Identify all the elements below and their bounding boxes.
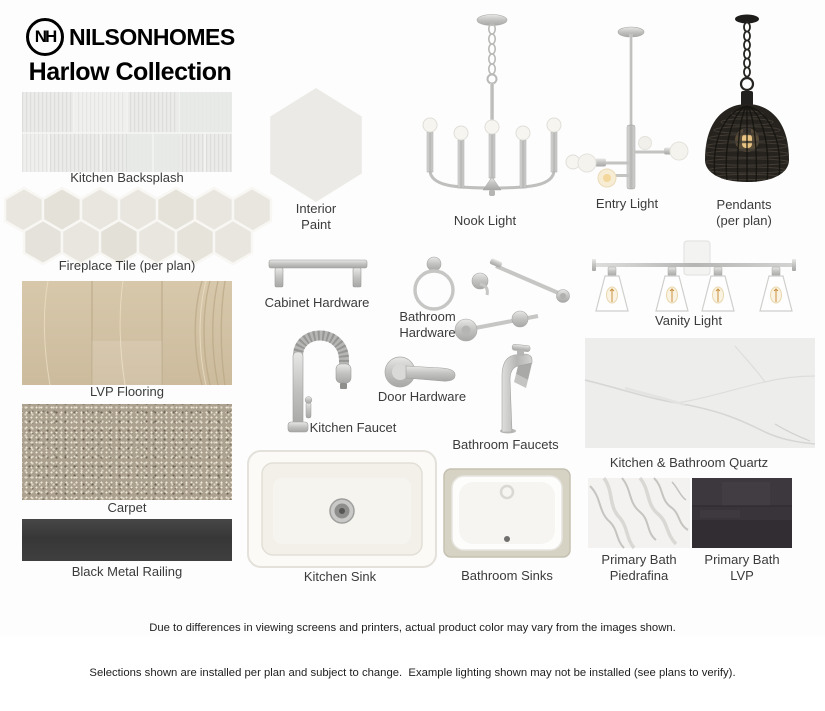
cabinet-hardware-image [262,252,374,296]
pendant-light-image [697,12,797,198]
bathroom-sink-image [443,468,571,558]
lvp-flooring-swatch [22,281,232,385]
carpet-swatch [22,404,232,500]
interior-paint-label: Interior Paint [295,201,337,232]
fireplace-tile-label: Fireplace Tile (per plan) [58,258,196,273]
vanity-light-image [588,238,800,314]
bathroom-faucet-image [478,342,536,434]
fireplace-tile-swatch [22,190,232,252]
collection-title: Harlow Collection [28,58,232,86]
interior-paint-swatch [264,88,368,202]
lvp-flooring-label: LVP Flooring [90,384,164,399]
bathroom-hardware-label: Bathroom Hardware [399,309,456,340]
entry-light-label: Entry Light [595,196,659,211]
nook-light-label: Nook Light [453,213,517,228]
kitchen-faucet-label: Kitchen Faucet [309,420,397,435]
cabinet-hardware-label: Cabinet Hardware [264,295,370,310]
kitchen-backsplash-swatch [22,92,232,172]
header [26,18,234,87]
entry-light-image [575,25,700,195]
kitchen-backsplash-label: Kitchen Backsplash [70,170,184,185]
kitchen-faucet-image [266,314,352,436]
primary-bath-lvp-swatch [692,478,792,548]
door-hardware-label: Door Hardware [377,389,467,404]
door-hardware-image [378,352,463,394]
bathroom-faucets-label: Bathroom Faucets [452,437,559,452]
vanity-light-label: Vanity Light [655,313,722,328]
quartz-swatch [585,338,815,448]
disclaimer [0,591,825,711]
pendants-label: Pendants (per plan) [716,197,772,228]
bathroom-sinks-label: Bathroom Sinks [461,568,553,583]
nook-light-image [410,12,575,212]
primary-bath-lvp-label: Primary Bath LVP [704,552,780,583]
kitchen-sink-label: Kitchen Sink [303,569,377,584]
quartz-label: Kitchen & Bathroom Quartz [609,455,769,470]
black-metal-railing-label: Black Metal Railing [71,564,183,579]
disclaimer-line-2: Selections shown are installed per plan and subject to change. Example lighting shown may not be installed (see plans to verify). [89,667,736,679]
nh-logo-icon: NH [26,18,64,56]
black-metal-railing-swatch [22,519,232,561]
carpet-label: Carpet [107,500,147,515]
piedrafina-swatch [588,478,690,548]
disclaimer-line-1: Due to differences in viewing screens and printers, actual product color may vary from the images shown. [149,622,676,634]
piedrafina-label: Primary Bath Piedrafina [601,552,677,583]
brand-name: NILSONHOMES [69,23,235,50]
kitchen-sink-image [247,450,437,568]
